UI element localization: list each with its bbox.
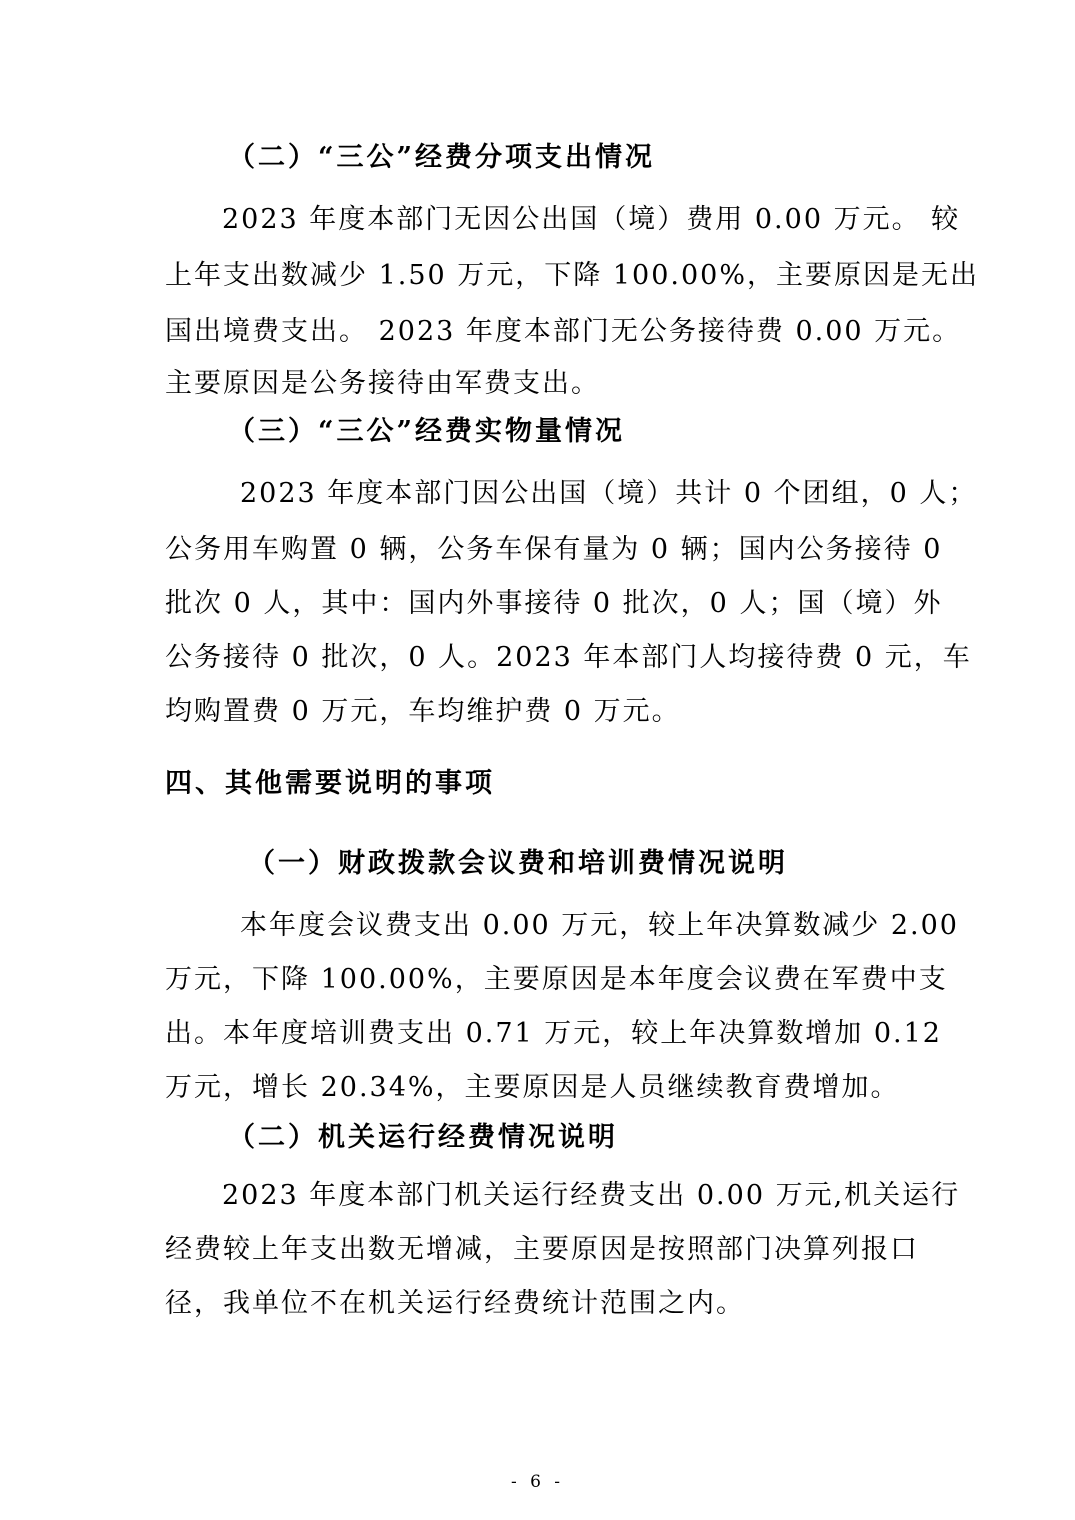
- section-heading-2: （二）“三公”经费分项支出情况: [228, 142, 656, 173]
- paragraph-line: 2023 年度本部门机关运行经费支出 0.00 万元,机关运行: [222, 1180, 961, 1211]
- paragraph-line: 上年支出数减少 1.50 万元，下降 100.00%，主要原因是无出: [165, 260, 979, 291]
- paragraph-line: 出。本年度培训费支出 0.71 万元，较上年决算数增加 0.12: [165, 1018, 942, 1049]
- paragraph-line: 径，我单位不在机关运行经费统计范围之内。: [165, 1288, 745, 1319]
- page-number: - 6 -: [510, 1472, 565, 1492]
- paragraph-line: 2023 年度本部门无因公出国（境）费用 0.00 万元。 较: [222, 204, 961, 235]
- paragraph-line: 万元，下降 100.00%，主要原因是本年度会议费在军费中支: [165, 964, 948, 995]
- paragraph-line: 公务接待 0 批次，0 人。2023 年本部门人均接待费 0 元，车: [165, 642, 972, 673]
- paragraph-line: 2023 年度本部门因公出国（境）共计 0 个团组，0 人；: [240, 478, 978, 509]
- paragraph-line: 公务用车购置 0 辆，公务车保有量为 0 辆；国内公务接待 0: [165, 534, 943, 565]
- section-heading-3: （三）“三公”经费实物量情况: [228, 416, 626, 447]
- chapter-heading-4: 四、其他需要说明的事项: [165, 768, 495, 799]
- paragraph-line: 本年度会议费支出 0.00 万元，较上年决算数减少 2.00: [240, 910, 959, 941]
- paragraph-line: 经费较上年支出数无增减，主要原因是按照部门决算列报口: [165, 1234, 919, 1265]
- paragraph-line: 批次 0 人，其中：国内外事接待 0 批次，0 人；国（境）外: [165, 588, 943, 619]
- subsection-heading-4-2: （二）机关运行经费情况说明: [228, 1122, 618, 1153]
- subsection-heading-4-1: （一）财政拨款会议费和培训费情况说明: [248, 848, 788, 879]
- paragraph-line: 万元，增长 20.34%，主要原因是人员继续教育费增加。: [165, 1072, 900, 1103]
- paragraph-line: 主要原因是公务接待由军费支出。: [165, 368, 600, 399]
- paragraph-line: 均购置费 0 万元，车均维护费 0 万元。: [165, 696, 681, 727]
- paragraph-line: 国出境费支出。 2023 年度本部门无公务接待费 0.00 万元。: [165, 316, 962, 347]
